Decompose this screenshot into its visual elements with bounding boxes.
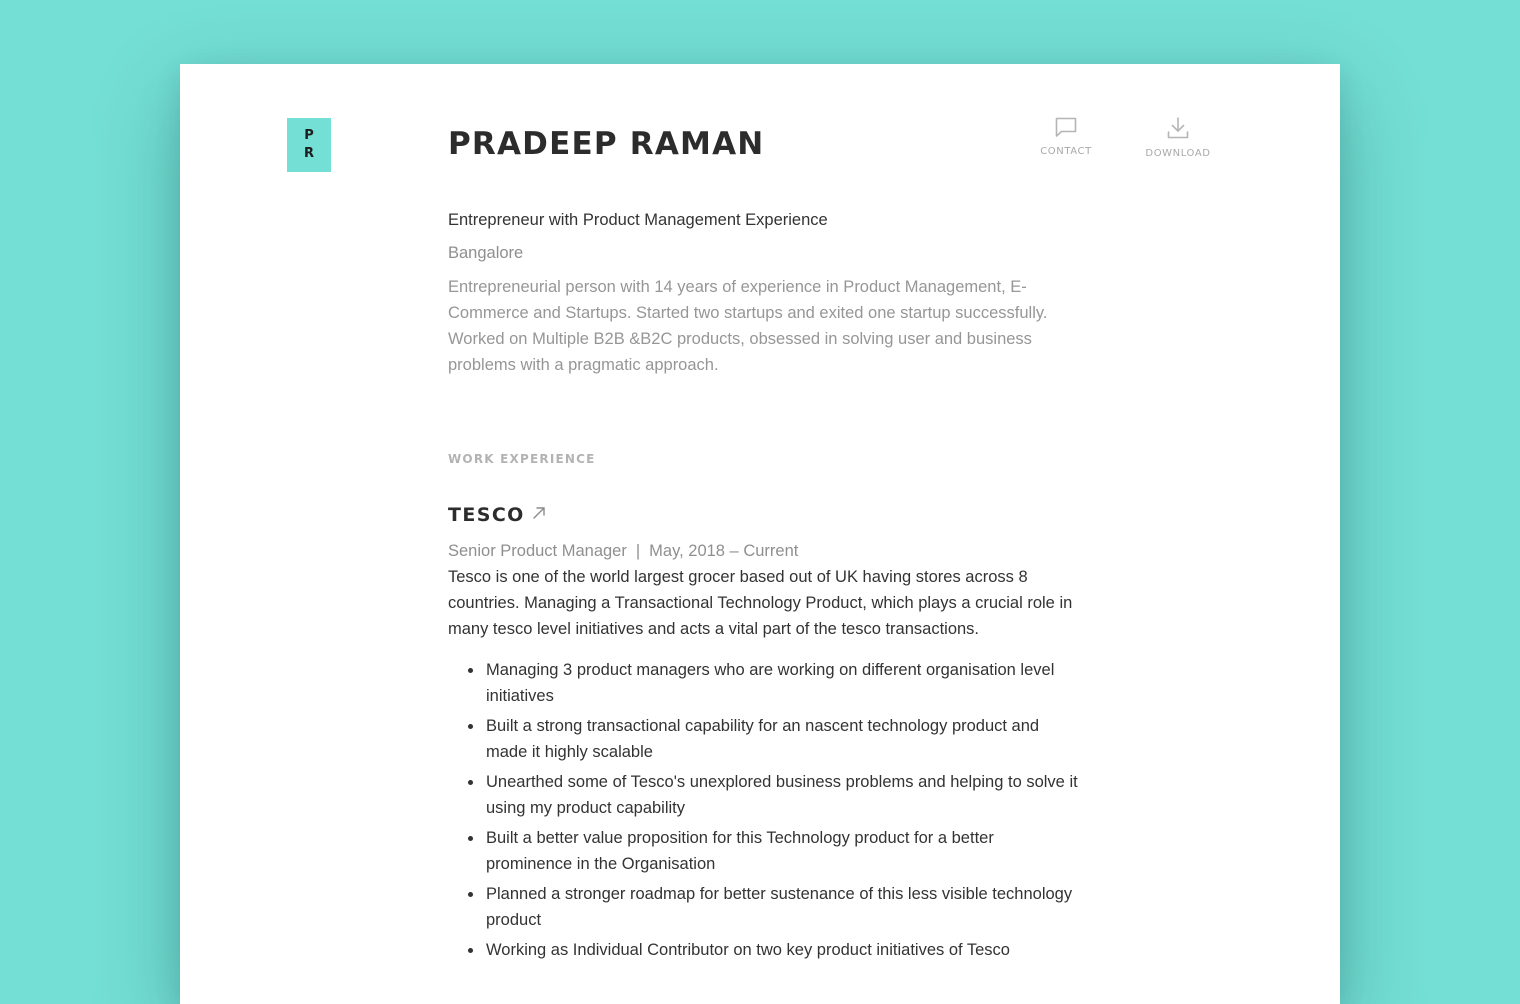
contact-label: CONTACT bbox=[1040, 146, 1092, 157]
external-link-arrow-icon[interactable] bbox=[531, 505, 547, 526]
list-item: Working as Individual Contributor on two key product initiatives of Tesco bbox=[486, 937, 1084, 963]
profile-summary: Entrepreneurial person with 14 years of experience in Product Management, E-Commerce and Startups. Started two startups and exited one startup successfully. Worked on Multiple B2B &B2C products, obsessed in solving user and business problems with a pragmatic approach. bbox=[448, 278, 1048, 374]
monogram-letter-second: R bbox=[303, 146, 314, 161]
chat-bubble-icon bbox=[1054, 116, 1078, 138]
download-button[interactable] bbox=[1140, 116, 1216, 159]
company-name[interactable]: TESCO bbox=[448, 504, 525, 526]
contact-button[interactable] bbox=[1036, 116, 1096, 157]
job-period: May, 2018 – Current bbox=[649, 542, 799, 560]
list-item: Managing 3 product managers who are working on different organisation level initiatives bbox=[486, 657, 1084, 709]
job-achievements-list bbox=[448, 657, 1084, 967]
monogram-letter-first: P bbox=[304, 128, 314, 143]
person-name: PRADEEP RAMAN bbox=[448, 126, 765, 162]
monogram-badge bbox=[287, 118, 331, 172]
headline: Entrepreneur with Product Management Experience bbox=[448, 211, 828, 229]
list-item: Built a strong transactional capability for an nascent technology product and made it highly scalable bbox=[486, 713, 1084, 765]
resume-card bbox=[180, 64, 1340, 1004]
download-label: DOWNLOAD bbox=[1145, 148, 1211, 159]
download-icon bbox=[1166, 116, 1190, 140]
job-description: Tesco is one of the world largest grocer based out of UK having stores across 8 countries. Managing a Transactional Technology Product, which plays a crucial role in many tesco level initiatives and acts a vital part of the tesco transactions. bbox=[448, 568, 1073, 638]
list-item: Unearthed some of Tesco's unexplored business problems and helping to solve it using my product capability bbox=[486, 769, 1084, 821]
list-item: Planned a stronger roadmap for better sustenance of this less visible technology product bbox=[486, 881, 1084, 933]
job-title: Senior Product Manager bbox=[448, 542, 627, 560]
location: Bangalore bbox=[448, 244, 524, 262]
job-meta bbox=[448, 539, 798, 563]
work-experience-heading: WORK EXPERIENCE bbox=[448, 452, 596, 466]
job-meta-separator: | bbox=[635, 542, 641, 560]
company-link[interactable] bbox=[448, 501, 547, 529]
list-item: Built a better value proposition for this Technology product for a better prominence in the Organisation bbox=[486, 825, 1084, 877]
